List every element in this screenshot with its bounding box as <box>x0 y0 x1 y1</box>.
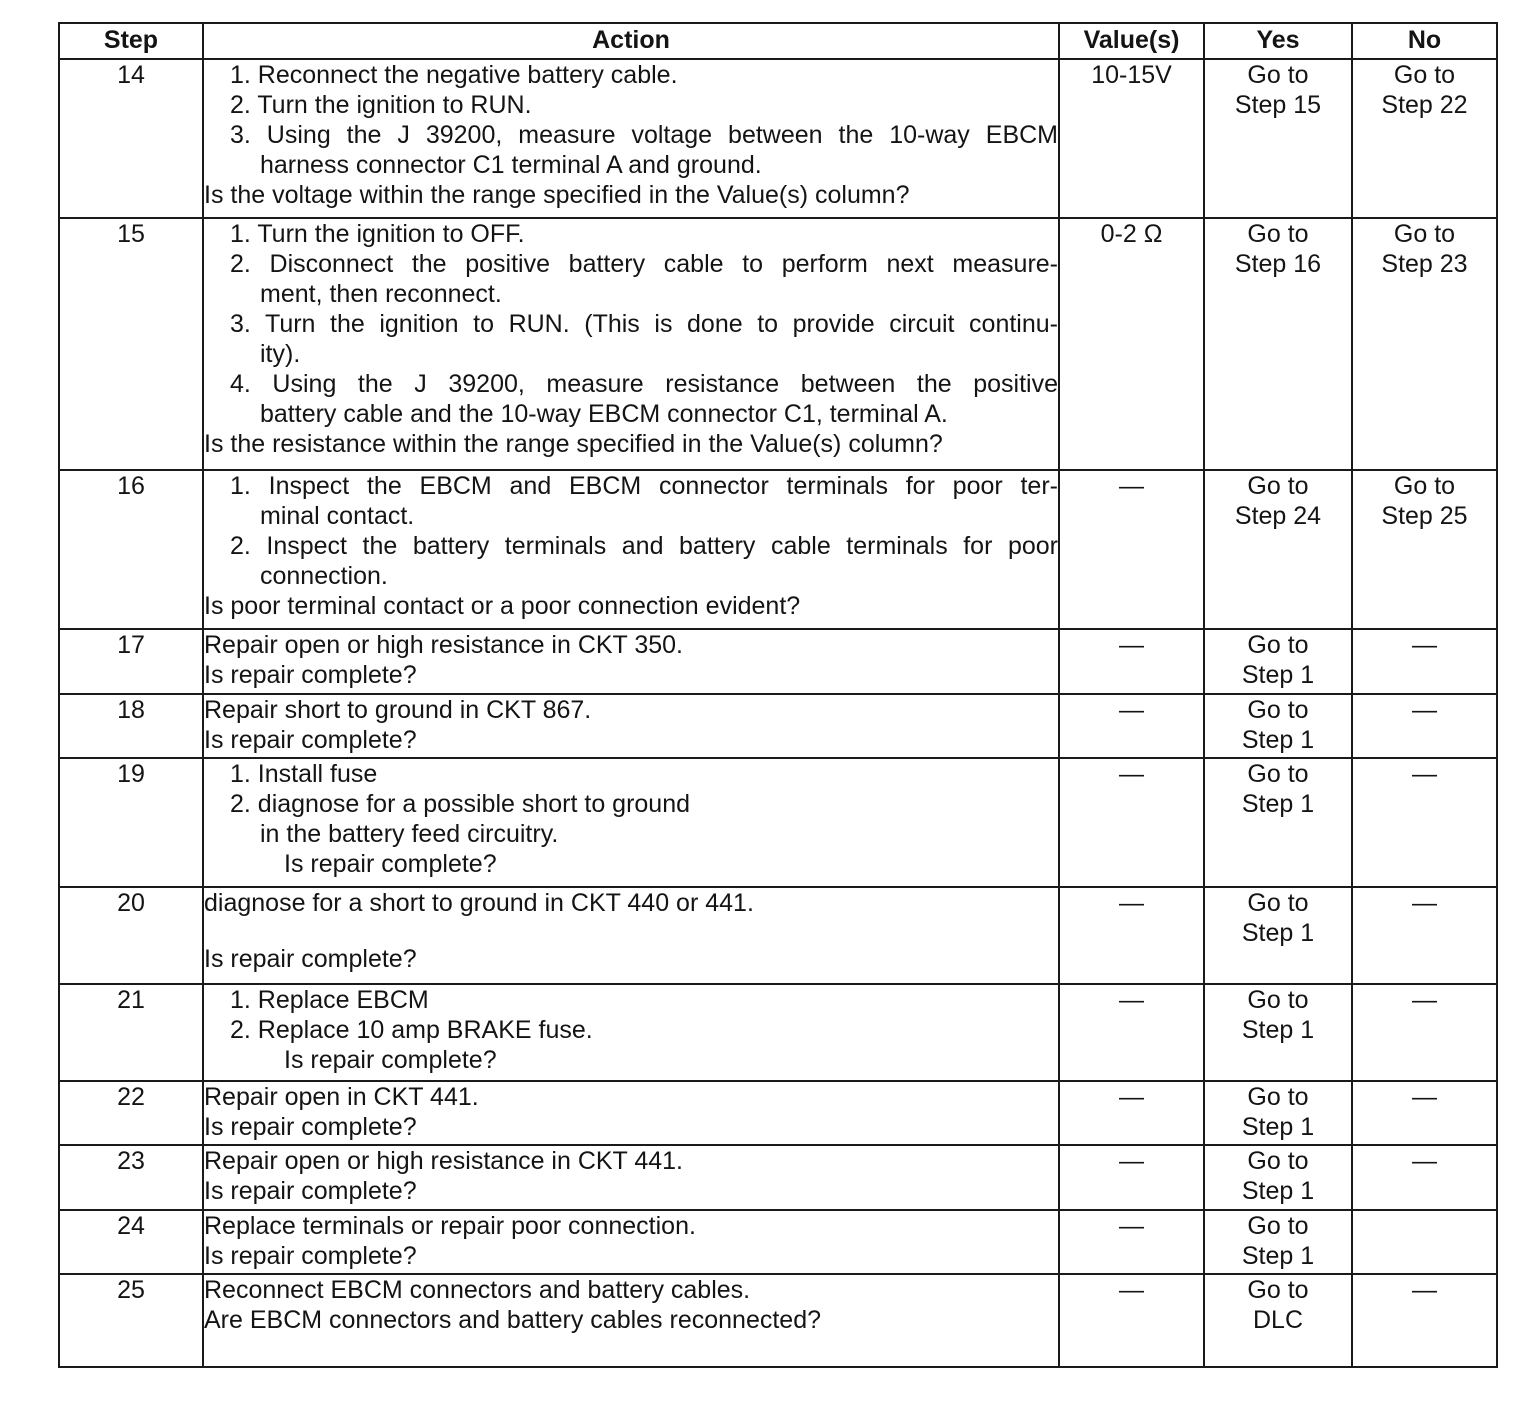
action-cell <box>203 984 1059 1081</box>
step-number: 21 <box>59 984 203 1081</box>
yes-line: Go to <box>1247 1211 1309 1240</box>
question-line: Is the voltage within the range specified in the Value(s) column? <box>204 181 910 209</box>
action-cell <box>203 59 1059 218</box>
question-line: Is repair complete? <box>204 1241 417 1270</box>
value-cell: — <box>1059 984 1204 1081</box>
action-cell <box>203 887 1059 984</box>
no-cell: — <box>1352 694 1497 758</box>
yes-line: Step 1 <box>1241 1177 1315 1206</box>
header-values: Value(s) <box>1059 23 1204 59</box>
action-cell <box>203 470 1059 629</box>
step-number: 19 <box>59 758 203 887</box>
action-line: diagnose for a short to ground in CKT 440 or 441. <box>204 889 754 918</box>
table-row <box>59 984 1497 1081</box>
no-cell <box>1352 470 1497 629</box>
action-line: Repair open in CKT 441. <box>204 1082 479 1111</box>
yes-line: Go to <box>1247 889 1309 918</box>
header-row <box>59 23 1497 59</box>
action-cell <box>203 218 1059 470</box>
table-row <box>59 629 1497 693</box>
yes-cell <box>1204 758 1352 887</box>
value-cell: — <box>1059 1274 1204 1367</box>
question-line: Is repair complete? <box>284 1046 497 1075</box>
action-line: ity). <box>260 340 301 369</box>
action-line: Repair open or high resistance in CKT 441. <box>204 1147 683 1176</box>
yes-cell <box>1204 694 1352 758</box>
action-line: Reconnect EBCM connectors and battery cables. <box>204 1276 751 1305</box>
question-line: Is poor terminal contact or a poor connection evident? <box>204 592 801 621</box>
yes-line: Go to <box>1247 1147 1309 1176</box>
yes-line: Go to <box>1247 1276 1309 1305</box>
yes-line: Step 1 <box>1241 661 1315 690</box>
yes-line: Go to <box>1247 760 1309 789</box>
yes-cell <box>1204 59 1352 218</box>
question-line: Is repair complete? <box>204 725 417 754</box>
no-line: Step 22 <box>1381 91 1468 119</box>
step-number: 22 <box>59 1081 203 1145</box>
header-no: No <box>1352 23 1497 59</box>
no-cell: — <box>1352 984 1497 1081</box>
no-line: Step 23 <box>1381 250 1468 279</box>
step-number: 24 <box>59 1210 203 1274</box>
line-spacer <box>204 918 1058 944</box>
value-cell: — <box>1059 758 1204 887</box>
no-line: Step 25 <box>1381 502 1468 531</box>
yes-line: Go to <box>1247 472 1309 501</box>
table-row <box>59 758 1497 887</box>
action-cell <box>203 629 1059 693</box>
action-line: 1. Reconnect the negative battery cable. <box>230 61 678 89</box>
table-row <box>59 694 1497 758</box>
question-line: Is the resistance within the range specified in the Value(s) column? <box>204 430 943 459</box>
value-cell: — <box>1059 694 1204 758</box>
yes-line: Go to <box>1247 986 1309 1015</box>
yes-line: Step 24 <box>1234 502 1322 531</box>
header-yes: Yes <box>1204 23 1352 59</box>
table-row <box>59 470 1497 629</box>
question-line: Is repair complete? <box>204 1177 417 1206</box>
action-line: 2. Disconnect the positive battery cable to perform next measure- <box>230 250 1058 279</box>
action-line: 2. Replace 10 amp BRAKE fuse. <box>230 1016 593 1045</box>
yes-cell <box>1204 1274 1352 1367</box>
yes-line: Step 1 <box>1241 1016 1315 1045</box>
yes-line: Step 15 <box>1234 91 1322 119</box>
table-row <box>59 218 1497 470</box>
value-cell: 0-2 Ω <box>1059 218 1204 470</box>
step-number: 23 <box>59 1145 203 1209</box>
action-line: 3. Turn the ignition to RUN. (This is done to provide circuit continu- <box>230 310 1058 339</box>
no-cell: — <box>1352 1081 1497 1145</box>
action-line: ment, then reconnect. <box>260 280 502 309</box>
yes-line: Go to <box>1247 220 1309 249</box>
no-cell <box>1352 1210 1497 1274</box>
no-line: Go to <box>1393 472 1456 501</box>
action-line: 1. Inspect the EBCM and EBCM connector terminals for poor ter- <box>230 472 1058 501</box>
step-number: 15 <box>59 218 203 470</box>
action-line: connection. <box>260 562 388 591</box>
yes-line: DLC <box>1252 1306 1303 1335</box>
step-number: 17 <box>59 629 203 693</box>
action-line: 1. Install fuse <box>230 760 378 789</box>
header-action: Action <box>203 23 1059 59</box>
yes-cell <box>1204 218 1352 470</box>
no-cell: — <box>1352 887 1497 984</box>
step-number: 14 <box>59 59 203 218</box>
step-number: 18 <box>59 694 203 758</box>
no-cell <box>1352 218 1497 470</box>
action-line: 1. Replace EBCM <box>230 986 429 1015</box>
yes-line: Step 16 <box>1234 250 1322 279</box>
question-line: Is repair complete? <box>204 945 417 974</box>
value-cell: — <box>1059 629 1204 693</box>
question-line: Is repair complete? <box>204 1112 417 1141</box>
yes-line: Step 1 <box>1241 1241 1315 1270</box>
no-cell: — <box>1352 1274 1497 1367</box>
action-line: 2. diagnose for a possible short to ground <box>230 790 691 819</box>
yes-cell <box>1204 629 1352 693</box>
table-row <box>59 1081 1497 1145</box>
yes-cell <box>1204 1081 1352 1145</box>
action-line: Repair open or high resistance in CKT 350. <box>204 631 683 660</box>
action-line: harness connector C1 terminal A and ground. <box>260 151 762 179</box>
value-cell: — <box>1059 1210 1204 1274</box>
no-line: Go to <box>1393 220 1456 249</box>
yes-line: Step 1 <box>1241 919 1315 948</box>
yes-cell <box>1204 887 1352 984</box>
yes-line: Go to <box>1247 61 1309 89</box>
action-cell <box>203 758 1059 887</box>
value-cell: 10-15V <box>1059 59 1204 218</box>
action-line: Repair short to ground in CKT 867. <box>204 695 592 724</box>
step-number: 16 <box>59 470 203 629</box>
value-cell: — <box>1059 470 1204 629</box>
action-line: 2. Inspect the battery terminals and battery cable terminals for poor <box>230 532 1058 561</box>
table-row <box>59 887 1497 984</box>
no-cell: — <box>1352 758 1497 887</box>
table-row <box>59 59 1497 218</box>
yes-line: Go to <box>1247 631 1309 660</box>
action-cell <box>203 1210 1059 1274</box>
action-line: Replace terminals or repair poor connection. <box>204 1211 696 1240</box>
action-line: 4. Using the J 39200, measure resistance between the positive <box>230 370 1058 399</box>
table-row <box>59 1145 1497 1209</box>
header-step: Step <box>59 23 203 59</box>
yes-cell <box>1204 1145 1352 1209</box>
no-cell: — <box>1352 1145 1497 1209</box>
yes-line: Go to <box>1247 695 1309 724</box>
yes-line: Step 1 <box>1241 790 1315 819</box>
no-cell: — <box>1352 629 1497 693</box>
diagnostic-table <box>58 22 1498 1368</box>
action-cell <box>203 1081 1059 1145</box>
question-line: Are EBCM connectors and battery cables reconnected? <box>204 1306 822 1335</box>
action-line: minal contact. <box>260 502 415 531</box>
yes-cell <box>1204 1210 1352 1274</box>
yes-cell <box>1204 470 1352 629</box>
yes-line: Step 1 <box>1241 725 1315 754</box>
action-cell <box>203 1274 1059 1367</box>
action-cell <box>203 694 1059 758</box>
action-line: 2. Turn the ignition to RUN. <box>230 91 532 119</box>
value-cell: — <box>1059 1145 1204 1209</box>
action-line: 1. Turn the ignition to OFF. <box>230 220 525 249</box>
step-number: 25 <box>59 1274 203 1367</box>
table-row <box>59 1210 1497 1274</box>
question-line: Is repair complete? <box>204 661 417 690</box>
value-cell: — <box>1059 887 1204 984</box>
table-row <box>59 1274 1497 1367</box>
no-cell <box>1352 59 1497 218</box>
action-cell <box>203 1145 1059 1209</box>
step-number: 20 <box>59 887 203 984</box>
yes-line: Go to <box>1247 1082 1309 1111</box>
action-line: in the battery feed circuitry. <box>260 820 559 849</box>
yes-cell <box>1204 984 1352 1081</box>
question-line: Is repair complete? <box>284 850 497 879</box>
value-cell: — <box>1059 1081 1204 1145</box>
action-line: 3. Using the J 39200, measure voltage between the 10-way EBCM <box>230 121 1058 149</box>
no-line: Go to <box>1393 61 1456 89</box>
action-line: battery cable and the 10-way EBCM connector C1, terminal A. <box>260 400 948 429</box>
yes-line: Step 1 <box>1241 1112 1315 1141</box>
